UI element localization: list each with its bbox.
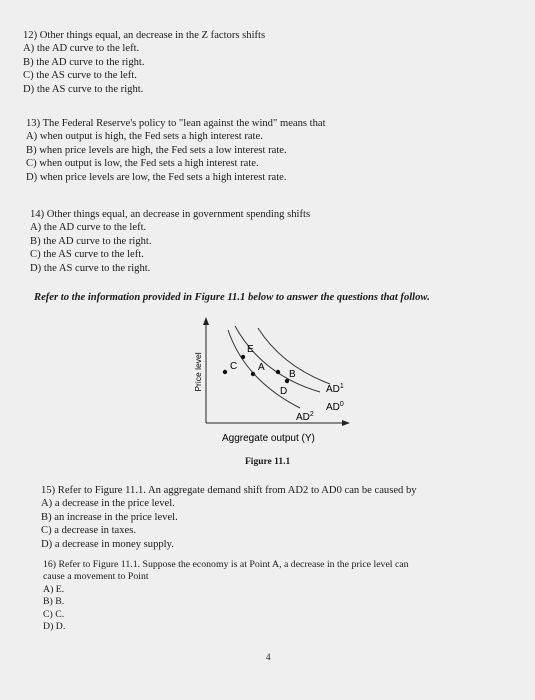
question-16: [43, 559, 409, 633]
question-15: [41, 484, 417, 551]
option-d: D) the AS curve to the right.: [23, 83, 144, 95]
option-d: D) the AS curve to the right.: [30, 262, 151, 274]
point-a-marker: [251, 372, 255, 376]
option-b: B) the AD curve to the right.: [23, 56, 145, 68]
point-d-label: D: [280, 386, 288, 397]
ad2-label: $AD^2$: [296, 411, 314, 423]
question-stem-continued: cause a movement to Point: [43, 571, 149, 583]
ad0-label: $AD^0$: [326, 401, 344, 413]
y-axis-arrow: [203, 317, 209, 325]
option-d: D) when price levels are low, the Fed sets a high interest rate.: [26, 171, 287, 183]
x-axis-arrow: [342, 420, 350, 426]
option-a: A) the AD curve to the left.: [23, 43, 140, 55]
point-b-label: B: [289, 369, 296, 380]
option-b: B) B.: [43, 596, 65, 608]
option-a: A) a decrease in the price level.: [41, 498, 175, 510]
ad0-curve: [235, 326, 320, 392]
page-number: 4: [266, 652, 271, 662]
question-stem: 14) Other things equal, an decrease in government spending shifts: [30, 209, 311, 220]
figure-caption: Figure 11.1: [245, 457, 291, 467]
ad1-label: $AD^1$: [326, 383, 344, 395]
figure-reference-instruction: Refer to the information provided in Figure 11.1 below to answer the questions that follow.: [34, 292, 430, 303]
option-c: C) the AS curve to the left.: [30, 249, 144, 261]
point-a-label: A: [258, 362, 265, 373]
option-b: B) the AD curve to the right.: [30, 235, 152, 247]
question-stem: 12) Other things equal, an decrease in the Z factors shifts: [23, 30, 266, 41]
option-a: A) when output is high, the Fed sets a high interest rate.: [26, 131, 263, 143]
point-e-label: E: [247, 344, 254, 355]
question-stem: 13) The Federal Reserve's policy to "lean against the wind" means that: [26, 118, 326, 129]
option-a: A) the AD curve to the left.: [30, 222, 147, 234]
question-stem: 16) Refer to Figure 11.1. Suppose the economy is at Point A, a decrease in the price level can: [43, 559, 409, 570]
option-d: D) D.: [43, 621, 66, 633]
option-a: A) E.: [43, 583, 65, 595]
option-c: C) C.: [43, 608, 65, 620]
option-c: C) the AS curve to the left.: [23, 70, 137, 82]
option-c: C) when output is low, the Fed sets a high interest rate.: [26, 158, 259, 170]
point-e-marker: [241, 355, 245, 359]
option-d: D) a decrease in money supply.: [41, 538, 174, 550]
option-c: C) a decrease in taxes.: [41, 525, 137, 537]
point-b-marker: [276, 370, 280, 374]
point-c-marker: [223, 370, 227, 374]
option-b: B) an increase in the price level.: [41, 511, 178, 523]
y-axis-label: Price level: [193, 352, 203, 392]
point-c-label: C: [230, 361, 238, 372]
question-stem: 15) Refer to Figure 11.1. An aggregate demand shift from AD2 to AD0 can be caused by: [41, 485, 417, 496]
option-b: B) when price levels are high, the Fed sets a low interest rate.: [26, 144, 287, 156]
x-axis-label: Aggregate output (Y): [222, 433, 315, 444]
